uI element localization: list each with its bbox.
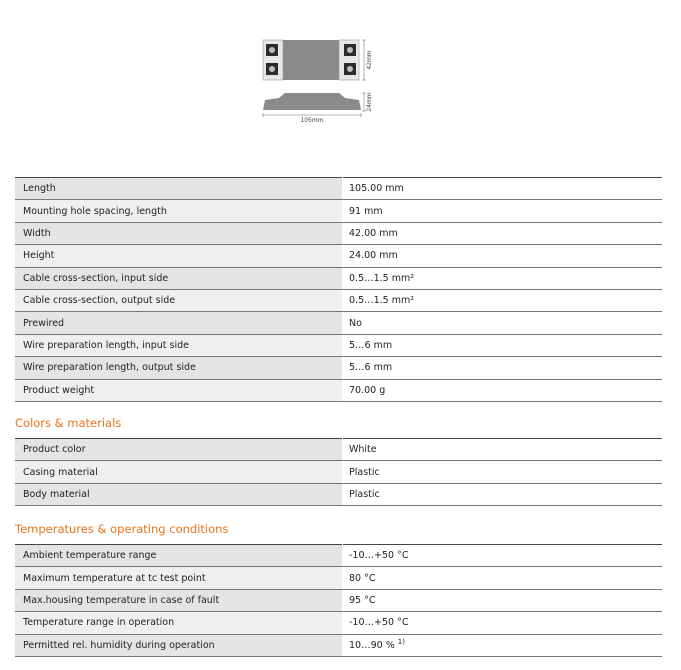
spec-row [15,567,662,589]
spec-value: 5…6 mm [349,339,393,351]
width-dimension-label: 105mm [300,117,324,124]
temperatures-table [15,544,662,657]
spec-value-cell [343,245,663,267]
spec-value-cell [343,312,663,334]
spec-value: -10…+50 °C [349,550,409,562]
spec-key: Cable cross-section, input side [15,267,343,289]
temperatures-title: Temperatures & operating conditions [15,522,229,536]
dimensions-table [15,177,662,402]
spec-key: Cable cross-section, output side [15,289,343,311]
spec-row [15,334,662,356]
spec-row [15,178,662,200]
spec-row [15,612,662,634]
spec-row [15,634,662,656]
spec-value-cell [343,334,663,356]
spec-value: White [349,444,377,456]
spec-key: Permitted rel. humidity during operation [15,634,343,656]
spec-row [15,379,662,401]
spec-value: 91 mm [349,205,383,217]
spec-row [15,483,662,505]
spec-value: Plastic [349,466,380,478]
spec-value-cell [343,200,663,222]
spec-value: -10…+50 °C [349,617,409,629]
spec-row [15,357,662,379]
spec-value-cell [343,178,663,200]
spec-value-cell [343,612,663,634]
spec-value: 80 °C [349,572,376,584]
colors-materials-table [15,438,662,506]
product-dimension-drawing [255,36,385,131]
spec-key: Maximum temperature at tc test point [15,567,343,589]
spec-value-cell [343,222,663,244]
spec-key: Casing material [15,461,343,483]
spec-key: Body material [15,483,343,505]
spec-value: 95 °C [349,594,376,606]
spec-value-cell [343,439,663,461]
spec-row [15,589,662,611]
spec-value: 42.00 mm [349,227,398,239]
spec-key: Wire preparation length, input side [15,334,343,356]
spec-value: Plastic [349,488,380,500]
spec-value-cell [343,567,663,589]
spec-key: Product weight [15,379,343,401]
spec-value: 0.5…1.5 mm² [349,295,415,307]
spec-key: Temperature range in operation [15,612,343,634]
spec-value-cell [343,267,663,289]
spec-value-cell [343,483,663,505]
spec-value: 70.00 g [349,384,386,396]
spec-row [15,245,662,267]
spec-value: 0.5…1.5 mm² [349,272,415,284]
spec-value-cell [343,589,663,611]
spec-row [15,200,662,222]
spec-row [15,439,662,461]
spec-row [15,312,662,334]
spec-row [15,545,662,567]
spec-value: 5…6 mm [349,362,393,374]
height-dimension-label: 42mm [366,50,373,70]
spec-value-cell [343,545,663,567]
spec-key: Ambient temperature range [15,545,343,567]
spec-key: Length [15,178,343,200]
spec-row [15,267,662,289]
spec-value-cell [343,634,663,656]
depth-dimension-label: 24mm [366,92,373,112]
spec-value: 10…90 % [349,639,395,651]
spec-value: No [349,317,362,329]
spec-value-cell [343,357,663,379]
spec-key: Wire preparation length, output side [15,357,343,379]
spec-row [15,222,662,244]
spec-key: Mounting hole spacing, length [15,200,343,222]
spec-key: Product color [15,439,343,461]
colors-materials-title: Colors & materials [15,416,122,430]
spec-key: Prewired [15,312,343,334]
footnote-marker: 1) [397,637,405,646]
spec-key: Height [15,245,343,267]
spec-value-cell [343,461,663,483]
spec-value-cell [343,289,663,311]
spec-key: Max.housing temperature in case of fault [15,589,343,611]
spec-row [15,289,662,311]
spec-value-cell [343,379,663,401]
spec-value: 105.00 mm [349,183,404,195]
spec-key: Width [15,222,343,244]
spec-value: 24.00 mm [349,250,398,262]
spec-row [15,461,662,483]
